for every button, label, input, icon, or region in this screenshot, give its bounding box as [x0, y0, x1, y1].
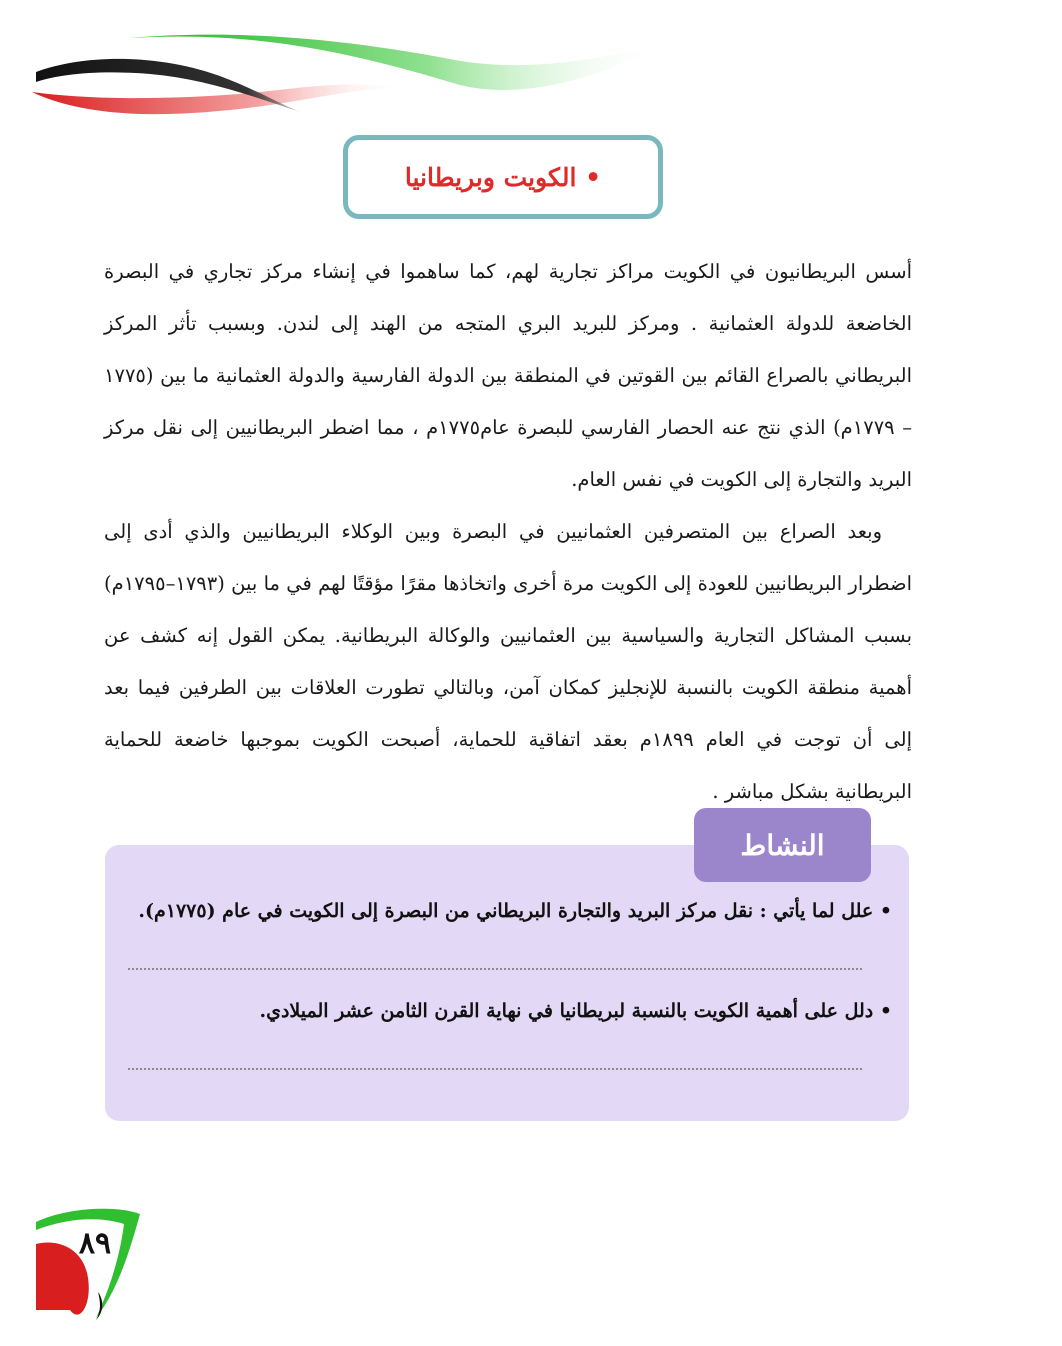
body-text: [104, 246, 912, 818]
activity-question: • دلل على أهمية الكويت بالنسبة لبريطانيا في نهاية القرن الثامن عشر الميلادي.: [259, 1000, 892, 1022]
activity-question: • علل لما يأتي : نقل مركز البريد والتجارة البريطاني من البصرة إلى الكويت في عام (١٧٧٥م).: [138, 900, 892, 922]
paragraph: وبعد الصراع بين المتصرفين العثمانيين في البصرة وبين الوكلاء البريطانيين والذي أدى إلى اضطرار البريطانيين للعودة إلى الكويت مرة أخرى واتخاذها مقرًا مؤقتًا لهم في ما بين (١٧٩٣–١٧٩٥م) بسبب المشاكل التجارية والسياسية بين العثمانيين والوكالة البريطانية. يمكن القول إنه كشف عن أهمية منطقة الكويت بالنسبة للإنجليز كمكان آمن، وبالتالي تطورت العلاقات بين الطرفين فيما بعد إلى أن توجت في العام ١٨٩٩م بعقد اتفاقية للحماية، أصبحت الكويت بموجبها خاضعة للحماية البريطانية بشكل مباشر .: [104, 520, 913, 803]
flag-ribbon-top-decoration: [0, 0, 680, 130]
flag-corner-bottom-decoration: [0, 1200, 150, 1346]
answer-line[interactable]: [128, 968, 862, 970]
section-title: • الكويت وبريطانيا: [404, 162, 602, 192]
paragraph: أسس البريطانيون في الكويت مراكز تجارية لهم، كما ساهموا في إنشاء مركز تجاري في البصرة الخاضعة للدولة العثمانية . ومركز للبريد البري المتجه من الهند إلى لندن. وبسبب تأثر المركز البريطاني بالصراع القائم بين القوتين في المنطقة بين الدولة الفارسية والدولة العثمانية ما بين (١٧٧٥ – ١٧٧٩م) الذي نتج عنه الحصار الفارسي للبصرة عام١٧٧٥م ، مما اضطر البريطانيين إلى نقل مركز البريد والتجارة إلى الكويت في نفس العام.: [104, 260, 912, 491]
page-number: ٨٩: [78, 1226, 112, 1261]
section-title-box: [343, 135, 663, 219]
activity-panel: [105, 845, 909, 1121]
answer-line[interactable]: [128, 1068, 862, 1070]
activity-label: النشاط: [694, 808, 871, 882]
